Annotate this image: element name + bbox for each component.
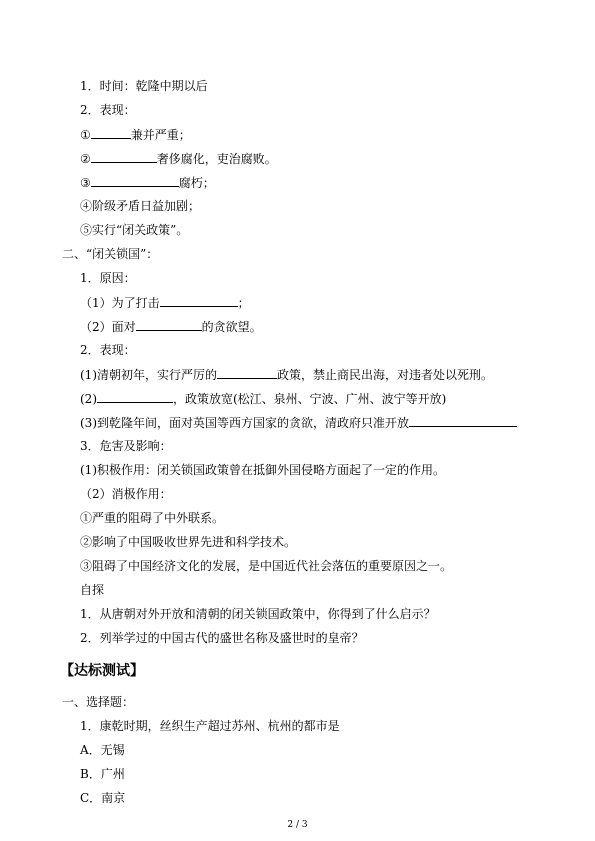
text-line: ③ 腐朽； [80, 176, 215, 190]
option-c: C．南京 [80, 791, 126, 805]
section-heading: 一、选择题： [62, 695, 135, 709]
text-line: （2）面对 的贪欲望。 [80, 320, 262, 334]
text-line: (3)到乾隆年间，面对英国等西方国家的贪欲，清政府只准开放 [80, 414, 517, 431]
page-number: 2 / 3 [287, 820, 308, 830]
text-line: 2．列举学过的中国古代的盛世名称及盛世时的皇帝？ [80, 631, 364, 645]
text-line: ⑤实行“闭关政策”。 [80, 223, 189, 237]
text-line: ②影响了中国吸收世界先进和科学技术。 [80, 535, 297, 549]
section-title: 【达标测试】 [60, 663, 144, 679]
text-line: （1）为了打击 ； [80, 296, 250, 310]
text-line: (1)清朝初年，实行严厉的 政策，禁止商民出海，对违者处以死刑。 [80, 368, 494, 382]
question-text: 1．康乾时期，丝织生产超过苏州、杭州的都市是 [80, 719, 340, 733]
fill-blank [91, 126, 131, 139]
text-line: 2．表现： [80, 343, 136, 357]
text-line: 1．时间：乾隆中期以后 [80, 79, 208, 93]
text-line: ④阶级矛盾日益加剧； [80, 199, 201, 213]
option-a: A．无锡 [80, 743, 125, 757]
text-line: ① 兼并严重； [80, 128, 191, 142]
fill-blank [217, 366, 277, 379]
text-line: 自探 [80, 583, 105, 597]
fill-blank [91, 150, 157, 163]
text-line: (2) ，政策放宽(松江、泉州、宁波、广州、波宁等开放) [80, 392, 447, 406]
text-line: （2）消极作用： [80, 487, 172, 501]
option-b: B．广州 [80, 767, 125, 781]
section-heading: 二、“闭关锁国”： [62, 247, 159, 261]
text-line: 3．危害及影响： [80, 439, 172, 453]
text-line: 1．从唐朝对外开放和清朝的闭关锁国政策中，你得到了什么启示？ [80, 607, 436, 621]
fill-blank [409, 414, 517, 427]
text-line: ③阻碍了中国经济文化的发展，是中国近代社会落伍的重要原因之一。 [80, 559, 453, 573]
fill-blank [136, 318, 202, 331]
fill-blank [91, 174, 179, 187]
text-line: 1．原因： [80, 271, 136, 285]
text-line: ①严重的阻碍了中外联系。 [80, 511, 225, 525]
text-line: (1)积极作用：闭关锁国政策曾在抵御外国侵略方面起了一定的作用。 [80, 463, 446, 477]
text-line: ② 奢侈腐化，吏治腐败。 [80, 152, 277, 166]
fill-blank [160, 294, 238, 307]
fill-blank [97, 390, 173, 403]
text-line: 2．表现： [80, 103, 136, 117]
